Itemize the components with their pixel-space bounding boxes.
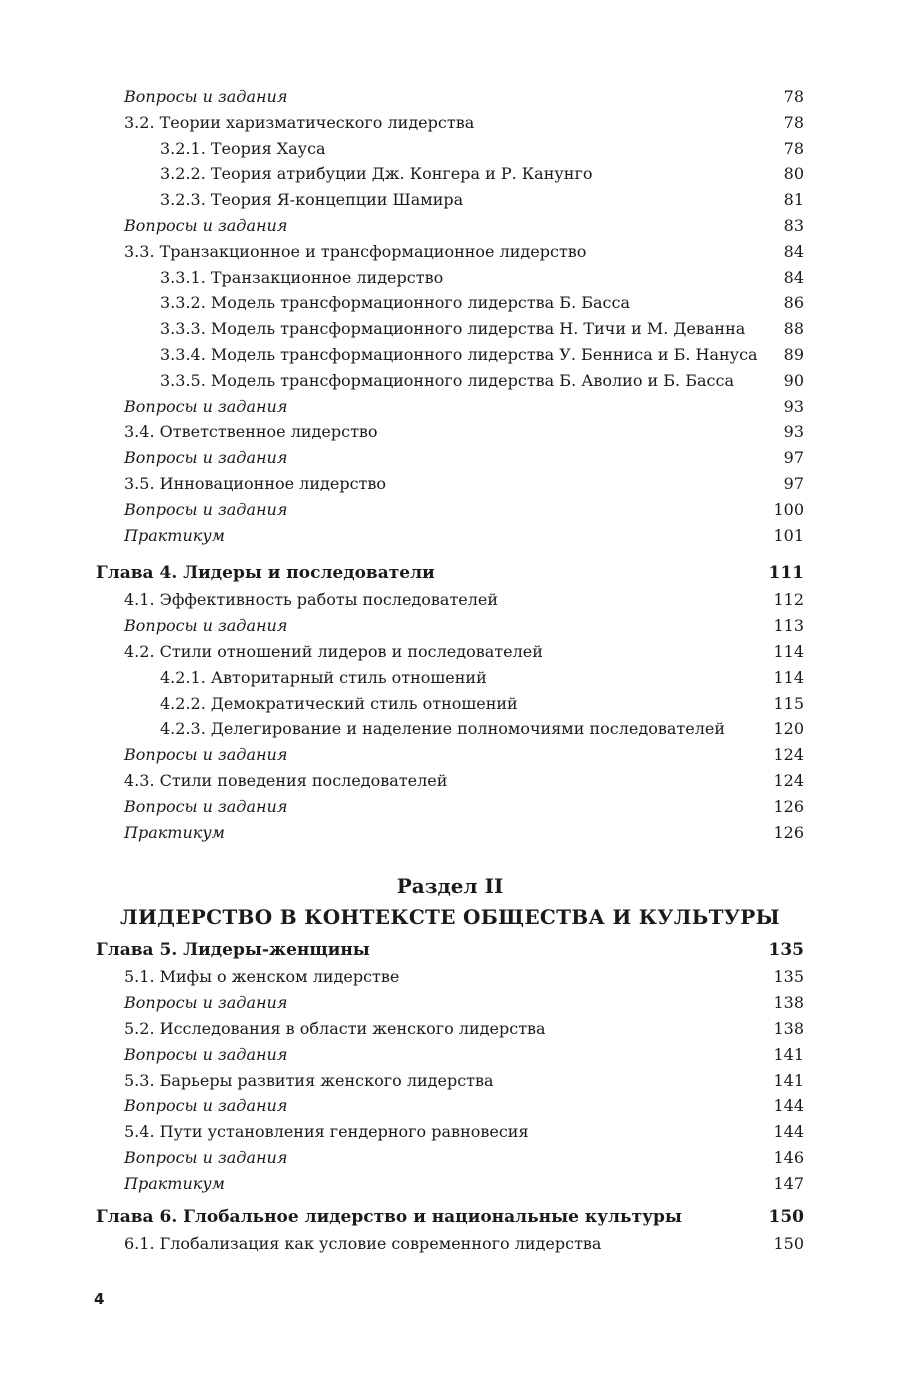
- entry-page-number: 135: [773, 967, 804, 987]
- page-number: 4: [94, 1290, 105, 1308]
- entry-page-number: 112: [773, 590, 804, 610]
- entry-page-number: 115: [773, 693, 804, 713]
- entry-page-number: 144: [773, 1096, 804, 1116]
- entry-title: 3.3.2. Модель трансформационного лидерства Б. Басса: [160, 293, 630, 313]
- toc-subsection-entry: [96, 187, 804, 213]
- entry-page-number: 100: [773, 499, 804, 519]
- chapter-page-number: 111: [768, 563, 804, 584]
- entry-page-number: 86: [783, 293, 804, 313]
- entry-title: 4.2.1. Авторитарный стиль отношений: [160, 667, 487, 687]
- entry-title: 3.3.1. Транзакционное лидерство: [160, 267, 444, 287]
- toc-auxiliary-entry: [96, 1171, 804, 1197]
- entry-page-number: 144: [773, 1122, 804, 1142]
- toc-subsection-entry: [96, 691, 804, 717]
- section-heading: [96, 871, 804, 933]
- toc-auxiliary-entry: [96, 990, 804, 1016]
- entry-title: 3.2.2. Теория атрибуции Дж. Конгера и Р. Канунго: [160, 164, 593, 184]
- toc-auxiliary-entry: [96, 613, 804, 639]
- entry-title: 3.3.5. Модель трансформационного лидерства Б. Аволио и Б. Басса: [160, 370, 734, 390]
- toc-part-chapter5: [96, 964, 804, 1196]
- toc-auxiliary-entry: [96, 742, 804, 768]
- entry-title: 4.1. Эффективность работы последователей: [124, 590, 499, 610]
- entry-title: Вопросы и задания: [124, 87, 288, 106]
- entry-page-number: 101: [773, 525, 804, 545]
- entry-page-number: 138: [773, 993, 804, 1013]
- entry-page-number: 97: [783, 448, 804, 468]
- toc-chapter-6: [96, 1204, 804, 1231]
- toc-auxiliary-entry: [96, 1042, 804, 1068]
- entry-page-number: 84: [783, 241, 804, 261]
- entry-page-number: 89: [783, 344, 804, 364]
- entry-page-number: 146: [773, 1147, 804, 1167]
- entry-page-number: 81: [783, 190, 804, 210]
- entry-title: 5.3. Барьеры развития женского лидерства: [124, 1070, 494, 1090]
- toc-auxiliary-entry: [96, 445, 804, 471]
- entry-title: Вопросы и задания: [124, 215, 288, 235]
- entry-title: Практикум: [124, 1173, 225, 1193]
- entry-title: 3.3. Транзакционное и трансформационное лидерство: [124, 241, 587, 261]
- entry-title: Вопросы и задания: [124, 396, 288, 416]
- chapter-page-number: 135: [768, 940, 804, 961]
- toc-auxiliary-entry: [96, 523, 804, 549]
- entry-page-number: 126: [773, 796, 804, 816]
- entry-title: Вопросы и задания: [124, 499, 288, 519]
- entry-title: 4.2. Стили отношений лидеров и последователей: [124, 641, 543, 661]
- chapter-title: Глава 5. Лидеры-женщины: [96, 940, 370, 961]
- entry-title: Вопросы и задания: [124, 1096, 288, 1116]
- entry-page-number: 124: [773, 770, 804, 790]
- section-number: Раздел II: [396, 874, 504, 899]
- entry-title: 4.3. Стили поведения последователей: [124, 770, 448, 790]
- entry-title: 3.3.4. Модель трансформационного лидерства У. Бенниса и Б. Нануса: [160, 344, 758, 364]
- toc-subsection-entry: [96, 368, 804, 394]
- toc-section-entry: [96, 471, 804, 497]
- entry-title: 5.1. Мифы о женском лидерстве: [124, 967, 400, 987]
- entry-page-number: 78: [783, 112, 804, 132]
- entry-page-number: 80: [783, 164, 804, 184]
- toc-auxiliary-entry: [96, 84, 804, 110]
- chapter-title: Глава 4. Лидеры и последователи: [96, 563, 435, 584]
- toc-auxiliary-entry: [96, 213, 804, 239]
- toc-subsection-entry: [96, 161, 804, 187]
- toc-section-entry: [96, 1231, 804, 1257]
- toc-subsection-entry: [96, 316, 804, 342]
- toc-section-entry: [96, 419, 804, 445]
- toc-subsection-entry: [96, 290, 804, 316]
- entry-page-number: 124: [773, 745, 804, 765]
- toc-chapter-5: [96, 937, 804, 964]
- entry-title: Вопросы и задания: [124, 993, 288, 1013]
- entry-page-number: 83: [783, 215, 804, 235]
- toc-auxiliary-entry: [96, 1145, 804, 1171]
- entry-page-number: 141: [773, 1044, 804, 1064]
- toc-subsection-entry: [96, 136, 804, 162]
- entry-page-number: 138: [773, 1018, 804, 1038]
- chapter-title: Глава 6. Глобальное лидерство и национальные культуры: [96, 1207, 682, 1228]
- entry-title: Вопросы и задания: [124, 1044, 288, 1064]
- entry-title: 5.4. Пути установления гендерного равновесия: [124, 1122, 529, 1142]
- toc-subsection-entry: [96, 665, 804, 691]
- entry-page-number: 113: [773, 616, 804, 636]
- entry-page-number: 147: [773, 1173, 804, 1193]
- toc-section-entry: [96, 1068, 804, 1094]
- entry-title: 3.2.1. Теория Хауса: [160, 138, 326, 158]
- entry-title: 3.3.3. Модель трансформационного лидерства Н. Тичи и М. Деванна: [160, 319, 746, 339]
- entry-title: Вопросы и задания: [124, 745, 288, 765]
- toc-section-entry: [96, 1119, 804, 1145]
- toc-auxiliary-entry: [96, 497, 804, 523]
- toc-section-entry: [96, 110, 804, 136]
- entry-title: 3.4. Ответственное лидерство: [124, 422, 378, 442]
- entry-title: 3.2.3. Теория Я-концепции Шамира: [160, 190, 464, 210]
- toc-part-chapter3: [96, 84, 804, 548]
- entry-title: 4.2.3. Делегирование и наделение полномочиями последователей: [160, 719, 726, 739]
- entry-page-number: 78: [783, 138, 804, 158]
- entry-title: 6.1. Глобализация как условие современного лидерства: [124, 1234, 602, 1254]
- entry-page-number: 97: [783, 473, 804, 493]
- toc-section-entry: [96, 964, 804, 990]
- entry-page-number: 78: [783, 87, 804, 106]
- entry-title: Практикум: [124, 525, 225, 545]
- toc-section-entry: [96, 1016, 804, 1042]
- entry-page-number: 114: [773, 667, 804, 687]
- entry-page-number: 88: [783, 319, 804, 339]
- entry-page-number: 93: [783, 422, 804, 442]
- entry-page-number: 120: [773, 719, 804, 739]
- toc-section-entry: [96, 239, 804, 265]
- table-of-contents: [96, 84, 804, 1257]
- toc-part-chapter4: [96, 587, 804, 845]
- toc-section-entry: [96, 587, 804, 613]
- toc-section-entry: [96, 639, 804, 665]
- toc-subsection-entry: [96, 716, 804, 742]
- entry-title: 5.2. Исследования в области женского лидерства: [124, 1018, 546, 1038]
- section-title: ЛИДЕРСТВО В КОНТЕКСТЕ ОБЩЕСТВА И КУЛЬТУРЫ: [120, 905, 780, 930]
- entry-page-number: 126: [773, 822, 804, 842]
- entry-title: Вопросы и задания: [124, 796, 288, 816]
- toc-chapter-4: [96, 560, 804, 587]
- entry-title: 3.5. Инновационное лидерство: [124, 473, 387, 493]
- toc-auxiliary-entry: [96, 794, 804, 820]
- entry-page-number: 114: [773, 641, 804, 661]
- entry-title: Вопросы и задания: [124, 448, 288, 468]
- entry-page-number: 90: [783, 370, 804, 390]
- toc-auxiliary-entry: [96, 820, 804, 846]
- toc-part-chapter6: [96, 1231, 804, 1257]
- entry-title: Вопросы и задания: [124, 1147, 288, 1167]
- entry-page-number: 84: [783, 267, 804, 287]
- entry-title: 3.2. Теории харизматического лидерства: [124, 112, 475, 132]
- entry-page-number: 150: [773, 1234, 804, 1254]
- toc-subsection-entry: [96, 265, 804, 291]
- toc-auxiliary-entry: [96, 394, 804, 420]
- toc-section-entry: [96, 768, 804, 794]
- entry-title: Практикум: [124, 822, 225, 842]
- toc-auxiliary-entry: [96, 1093, 804, 1119]
- entry-title: Вопросы и задания: [124, 616, 288, 636]
- entry-page-number: 141: [773, 1070, 804, 1090]
- toc-subsection-entry: [96, 342, 804, 368]
- entry-title: 4.2.2. Демократический стиль отношений: [160, 693, 518, 713]
- entry-page-number: 93: [783, 396, 804, 416]
- chapter-page-number: 150: [768, 1207, 804, 1228]
